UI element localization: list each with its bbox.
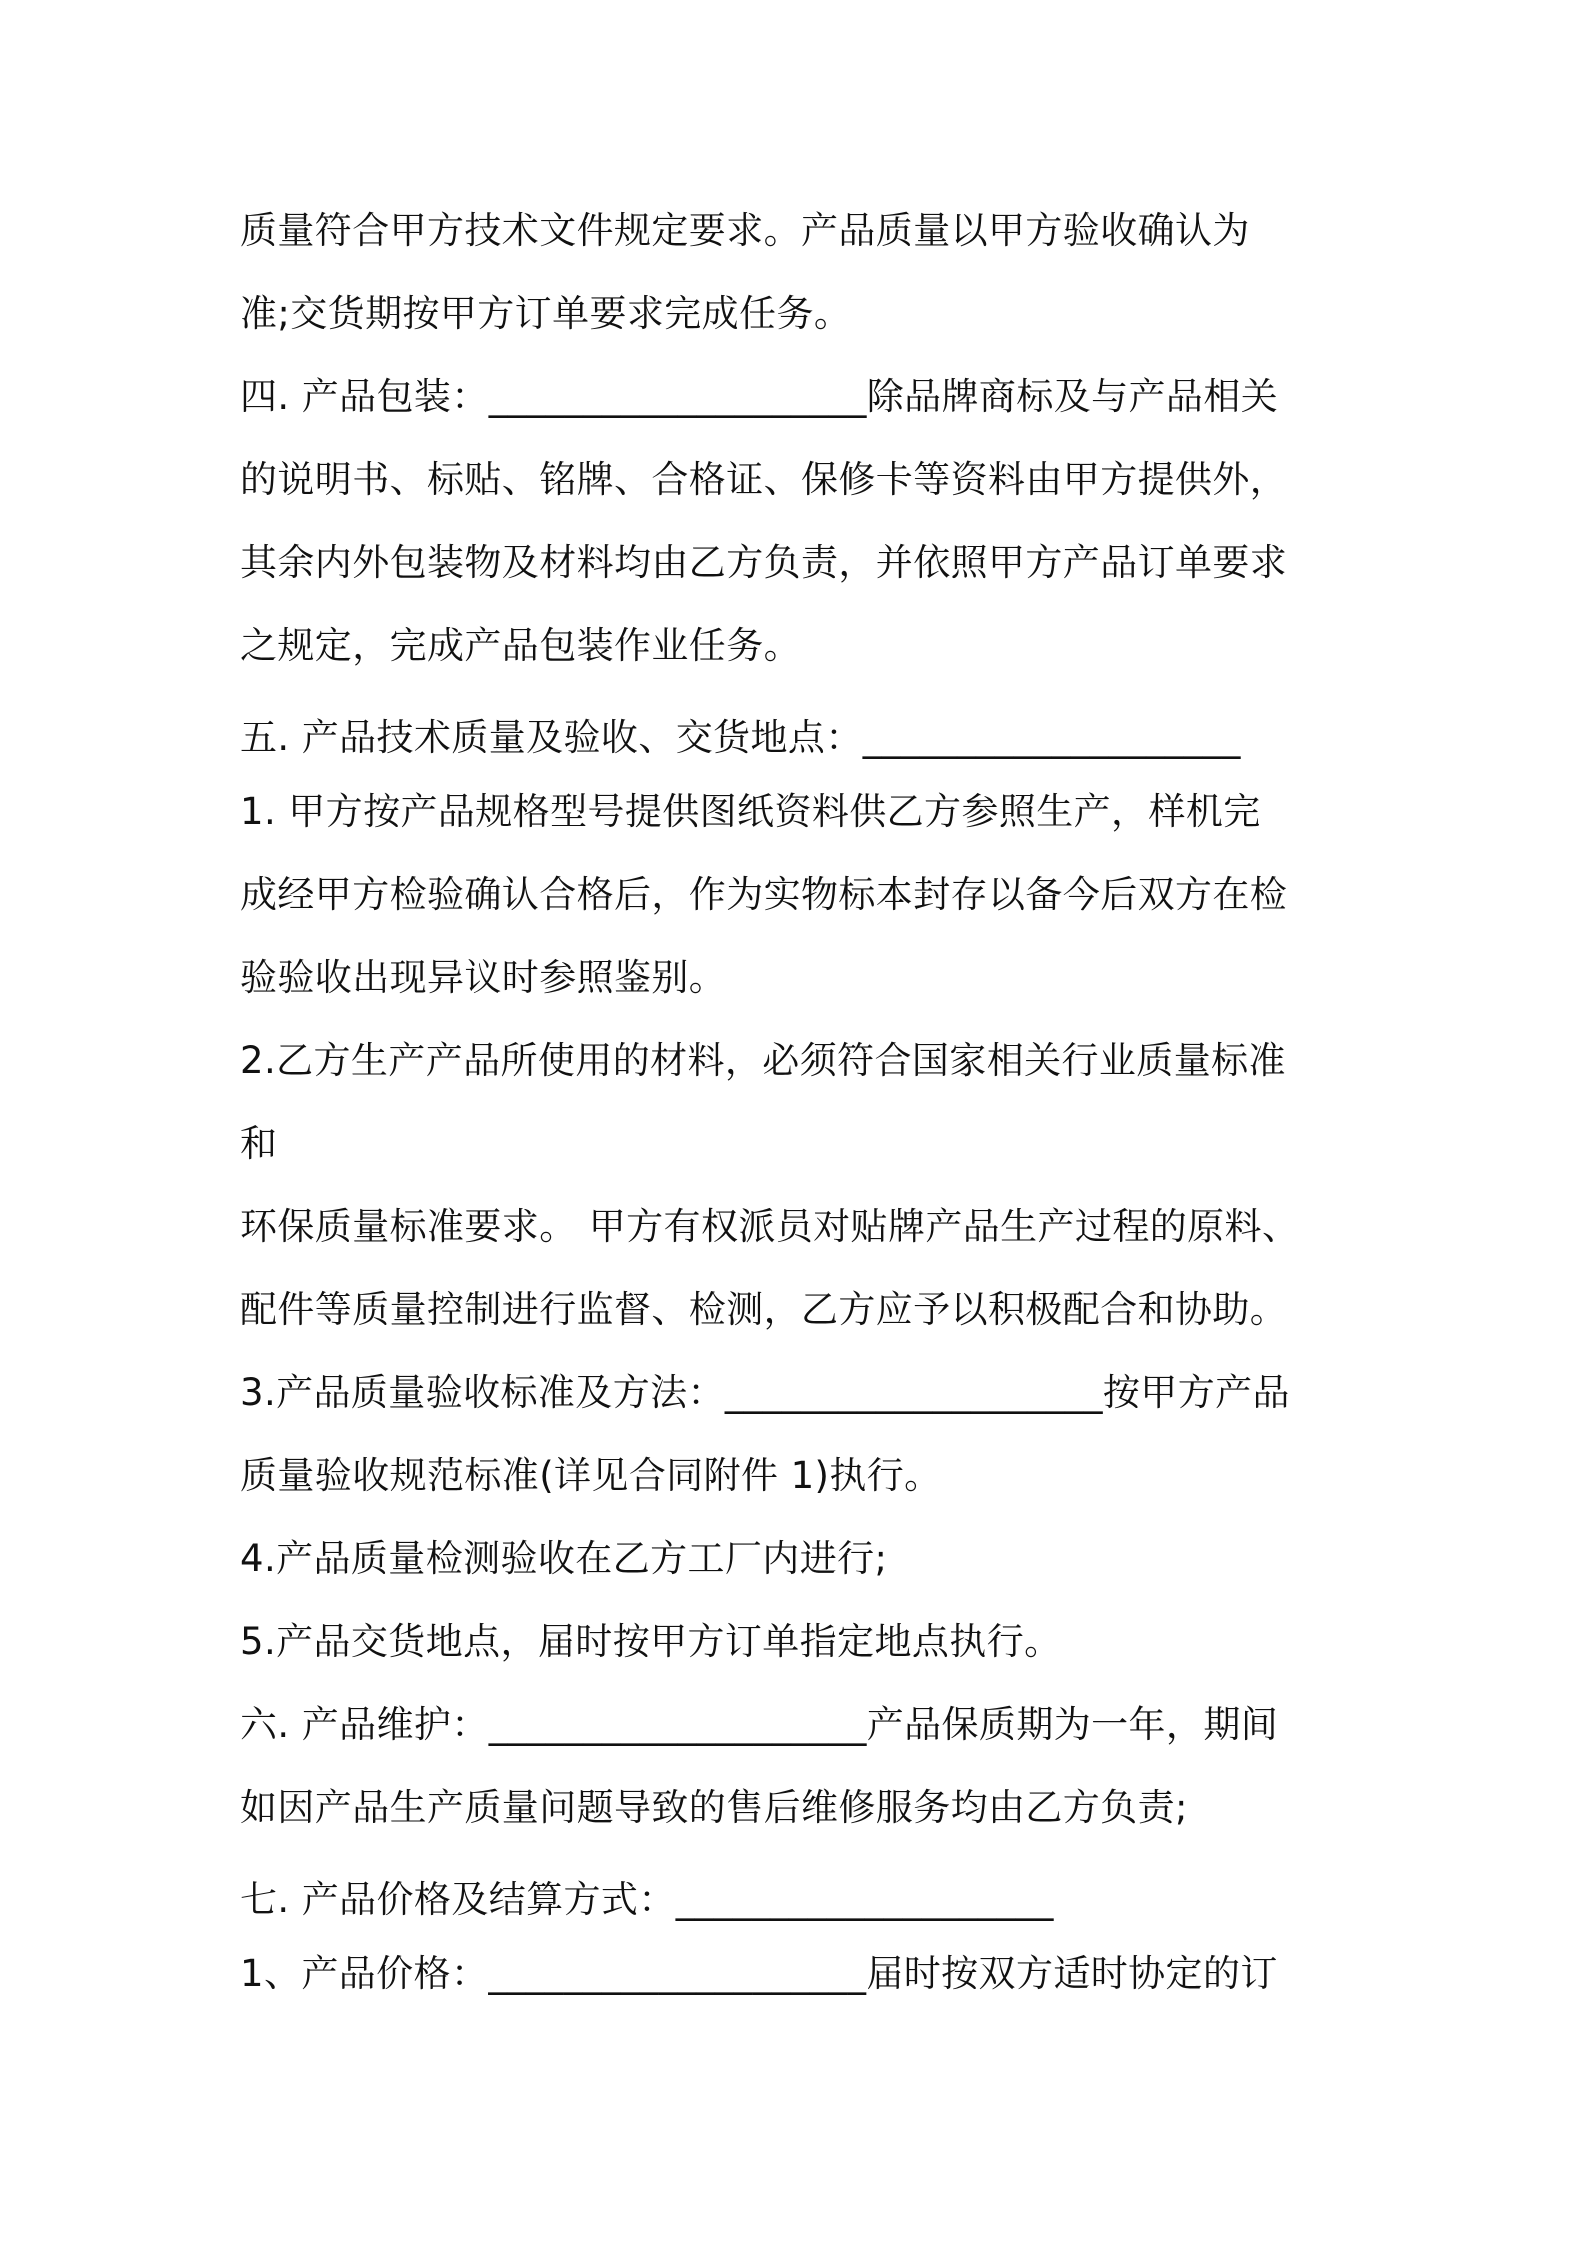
paragraph-line: 环保质量标准要求。 甲方有权派员对贴牌产品生产过程的原料、 — [240, 1205, 1300, 1248]
paragraph-line: 质量符合甲方技术文件规定要求。产品质量以甲方验收确认为 — [240, 209, 1250, 252]
list-item: 1. 甲方按产品规格型号提供图纸资料供乙方参照生产，样机完 — [240, 790, 1261, 833]
list-item: 3.产品质量验收标准及方法：____________________按甲方产品 — [240, 1371, 1290, 1414]
section-heading-packaging: 四. 产品包装：____________________除品牌商标及与产品相关 — [240, 375, 1279, 418]
paragraph-line: 成经甲方检验确认合格后，作为实物标本封存以备今后双方在检 — [240, 873, 1288, 916]
list-item: 1、产品价格：____________________届时按双方适时协定的订 — [240, 1952, 1278, 1995]
section-heading-maintenance: 六. 产品维护：____________________产品保质期为一年，期间 — [240, 1703, 1279, 1746]
paragraph-line: 验验收出现异议时参照鉴别。 — [240, 956, 727, 999]
section-heading-quality: 五. 产品技术质量及验收、交货地点：____________________ — [240, 716, 1241, 759]
paragraph-line: 的说明书、标贴、铭牌、合格证、保修卡等资料由甲方提供外， — [240, 458, 1288, 501]
paragraph-line: 配件等质量控制进行监督、检测，乙方应予以积极配合和协助。 — [240, 1288, 1288, 1331]
paragraph-line: 质量验收规范标准(详见合同附件 1)执行。 — [240, 1454, 942, 1497]
section-heading-pricing: 七. 产品价格及结算方式：____________________ — [240, 1878, 1054, 1921]
paragraph-line: 和 — [240, 1122, 278, 1165]
paragraph-line: 准;交货期按甲方订单要求完成任务。 — [240, 292, 852, 335]
list-item: 2.乙方生产产品所使用的材料，必须符合国家相关行业质量标准 — [240, 1039, 1286, 1082]
paragraph-line: 如因产品生产质量问题导致的售后维修服务均由乙方负责; — [240, 1786, 1188, 1829]
paragraph-line: 其余内外包装物及材料均由乙方负责，并依照甲方产品订单要求 — [240, 541, 1288, 584]
list-item: 5.产品交货地点，届时按甲方订单指定地点执行。 — [240, 1620, 1062, 1663]
list-item: 4.产品质量检测验收在乙方工厂内进行; — [240, 1537, 888, 1580]
paragraph-line: 之规定，完成产品包装作业任务。 — [240, 624, 801, 667]
